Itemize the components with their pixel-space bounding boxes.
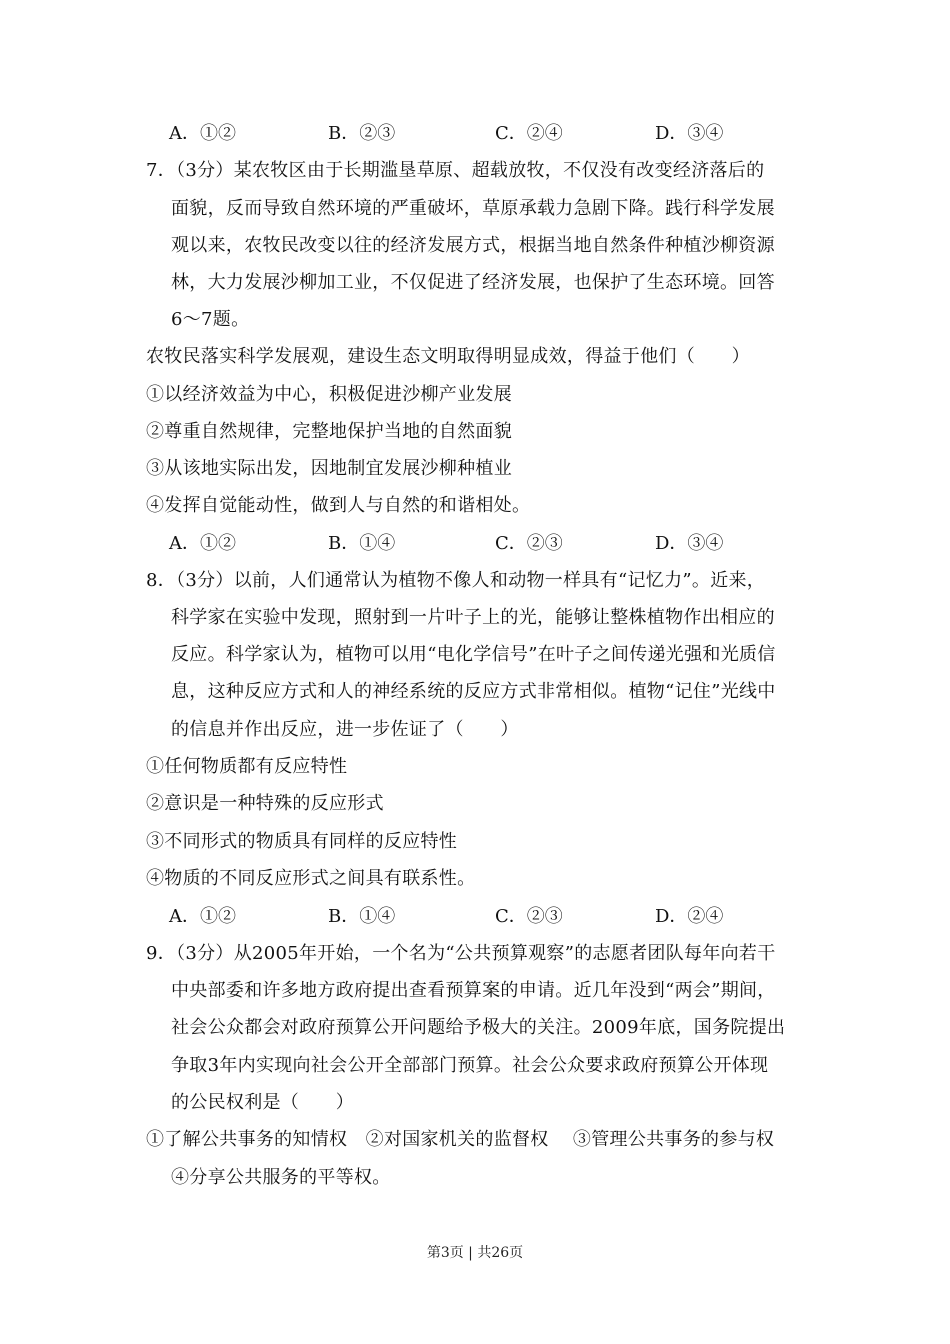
q7-option-d: D．③④: [655, 533, 724, 554]
q8-option-b: B．①④: [328, 906, 396, 927]
q7-item-2: ②尊重自然规律，完整地保护当地的自然面貌: [146, 421, 512, 442]
q7-item-3: ③从该地实际出发，因地制宜发展沙柳种植业: [146, 458, 512, 479]
q9-stem-line-3: 社会公众都会对政府预算公开问题给予极大的关注。2009年底，国务院提出: [171, 1017, 786, 1038]
q9-stem-line-4: 争取3年内实现向社会公开全部部门预算。社会公众要求政府预算公开体现: [171, 1055, 769, 1076]
q8-stem-line-3: 反应。科学家认为，植物可以用“电化学信号”在叶子之间传递光强和光质信: [171, 644, 776, 665]
q8-stem-line-1: 8．（3分）以前，人们通常认为植物不像人和动物一样具有“记忆力”。近来，: [146, 570, 766, 591]
q7-stem-line-4: 林，大力发展沙柳加工业，不仅促进了经济发展，也保护了生态环境。回答: [171, 272, 775, 293]
q9-items-line-1: ①了解公共事务的知情权 ②对国家机关的监督权 ③管理公共事务的参与权: [146, 1129, 775, 1150]
q9-items-line-2: ④分享公共服务的平等权。: [171, 1167, 391, 1188]
q7-stem-line-1: 7．（3分）某农牧区由于长期滥垦草原、超载放牧，不仅没有改变经济落后的: [146, 160, 765, 181]
page-footer: 第3页 | 共26页: [426, 1245, 524, 1261]
q8-item-1: ①任何物质都有反应特性: [146, 756, 348, 777]
q9-stem-line-1: 9．（3分）从2005年开始，一个名为“公共预算观察”的志愿者团队每年向若干: [146, 943, 776, 964]
q9-stem-line-2: 中央部委和许多地方政府提出查看预算案的申请。近几年没到“两会”期间，: [171, 980, 776, 1001]
q8-stem-line-4: 息，这种反应方式和人的神经系统的反应方式非常相似。植物“记住”光线中: [171, 681, 776, 702]
q6-option-d: D．③④: [655, 123, 724, 144]
q7-option-c: C．②③: [495, 533, 563, 554]
q8-item-2: ②意识是一种特殊的反应形式: [146, 793, 384, 814]
q8-option-c: C．②③: [495, 906, 563, 927]
q6-option-a: A．①②: [169, 123, 236, 144]
q7-item-1: ①以经济效益为中心，积极促进沙柳产业发展: [146, 384, 512, 405]
q8-option-d: D．②④: [655, 906, 724, 927]
q7-question: 农牧民落实科学发展观，建设生态文明取得明显成效，得益于他们（ ）: [146, 346, 750, 367]
q6-option-c: C．②④: [495, 123, 563, 144]
q8-item-3: ③不同形式的物质具有同样的反应特性: [146, 831, 458, 852]
q7-stem-line-2: 面貌，反而导致自然环境的严重破坏，草原承载力急剧下降。践行科学发展: [171, 198, 775, 219]
q8-stem-line-5: 的信息并作出反应，进一步佐证了（ ）: [171, 719, 519, 740]
q8-option-a: A．①②: [169, 906, 236, 927]
q9-stem-line-5: 的公民权利是（ ）: [171, 1092, 354, 1113]
q7-option-a: A．①②: [169, 533, 236, 554]
q8-stem-line-2: 科学家在实验中发现，照射到一片叶子上的光，能够让整株植物作出相应的: [171, 607, 775, 628]
q7-item-4: ④发挥自觉能动性，做到人与自然的和谐相处。: [146, 495, 531, 516]
q8-item-4: ④物质的不同反应形式之间具有联系性。: [146, 868, 476, 889]
q6-option-b: B．②③: [328, 123, 396, 144]
q7-stem-line-5: 6～7题。: [171, 309, 250, 330]
q7-option-b: B．①④: [328, 533, 396, 554]
q7-stem-line-3: 观以来，农牧民改变以往的经济发展方式，根据当地自然条件种植沙柳资源: [171, 235, 775, 256]
